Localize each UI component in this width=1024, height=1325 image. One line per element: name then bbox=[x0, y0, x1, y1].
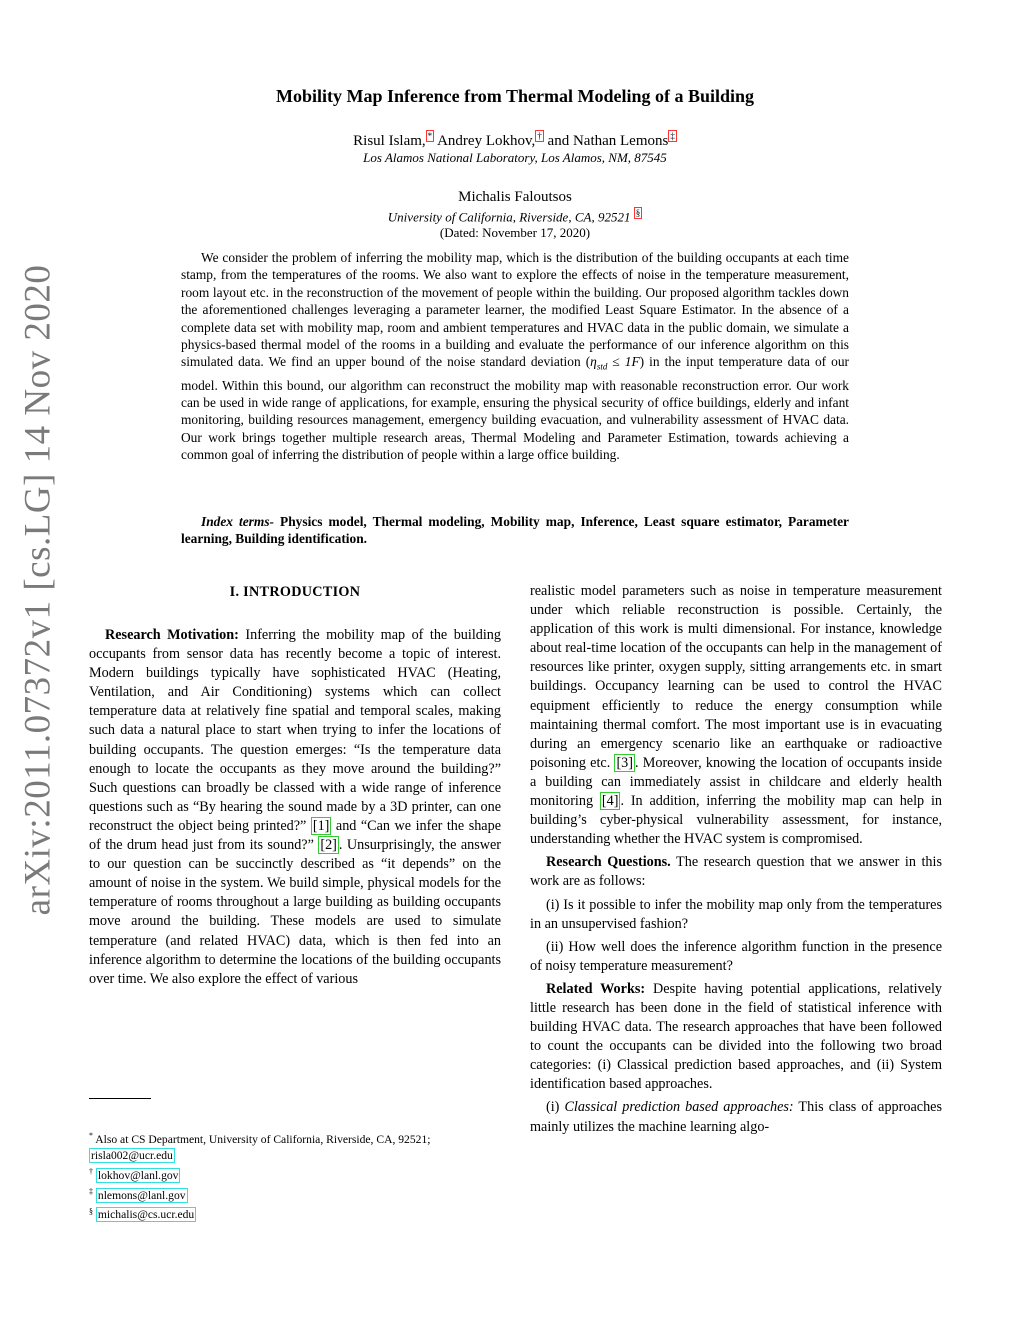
author-line bbox=[140, 130, 890, 150]
abstract-paragraph bbox=[181, 249, 849, 464]
footnote bbox=[89, 1164, 501, 1184]
abstract-text: ) in the input temperature data of our model. Within this bound, our algorithm can reconstruct the mobility map with reasonable reconstruction error. Our work can be used in wide range of applications, for example, ensuring the physical security of office buildings, elderly and infant monitoring, building resources management, emergency building evacuation, and vulnerability assessment of HVAC data. Our work brings together multiple research areas, Thermal Modeling and Parameter Estimation, towards achieving a common goal of inferring the distribution of people within a large office building. bbox=[181, 354, 849, 463]
affiliation-text: University of California, Riverside, CA, 92521 bbox=[387, 209, 631, 225]
index-terms bbox=[181, 513, 849, 548]
email-link[interactable]: lokhov@lanl.gov bbox=[97, 1168, 179, 1182]
affiliation bbox=[140, 207, 890, 225]
author-name: Nathan Lemons bbox=[572, 133, 669, 149]
footnote-rule bbox=[89, 1098, 151, 1099]
footnote bbox=[89, 1184, 501, 1204]
author-name: Andrey Lokhov, bbox=[437, 133, 536, 149]
email-link[interactable]: risla002@ucr.edu bbox=[91, 1148, 173, 1162]
right-column bbox=[530, 582, 942, 1141]
arxiv-sidebar bbox=[8, 0, 68, 1325]
index-terms-text: Physics model, Thermal modeling, Mobility map, Inference, Least square estimator, Parameter learning, Building identification. bbox=[181, 514, 849, 547]
paragraph bbox=[89, 626, 501, 989]
paragraph-text: . Unsurprisingly, the answer to our question can be succinctly described as “it depends” on the amount of noise in the system. We build simple, physical models for the temperature of rooms throughout a large building as building occupants move around the building. These models are used to simulate temperature (and related HVAC) data, which is then fed into an inference algorithm to determine the locations of the building occupants over time. We also explore the effect of various bbox=[89, 837, 502, 987]
citation-link[interactable]: [4] bbox=[601, 793, 619, 810]
paragraph bbox=[530, 853, 942, 891]
citation-link[interactable]: [3] bbox=[616, 754, 633, 771]
abstract-text: We consider the problem of inferring the mobility map, which is the distribution of the building occupants at each time stamp, from the temperatures of the rooms. We also want to explore the effects of noise in the temperature measurement, room layout etc. in the reconstruction of the movement of people within the building. Our proposed algorithm tackles down the aforementioned challenges leveraging a parameter learner, the modified Least Square Estimator. In the absence of a complete data set with mobility map, room and ambient temperatures and HVAC data in the public domain, we simulate a physics-based thermal model of the rooms in a building and evaluate the performance of our inference algorithm on this simulated data. We find an upper bound of the noise standard deviation ( bbox=[181, 250, 849, 370]
paragraph-text: realistic model parameters such as noise in temperature measurement under which reliable reconstruction is possible. Certainly, the application of this work is multi dimensional. For instance, knowledge about real-time location of the occupants can help in the management of resources like printer, oxygen supply, sitting arrangements etc. in smart buildings. Occupancy learning can be used to control the HVAC equipment efficiently to reduce the energy consumption while maintaining thermal comfort. The most important use is in evacuating during an emergency scenario like an earthquake or radioactive poisoning etc. bbox=[530, 583, 942, 771]
paragraph-text: This class of approaches mainly utilizes the machine learning algo- bbox=[530, 1099, 942, 1135]
inequality: ≤ 1F bbox=[607, 354, 640, 370]
footnote-link[interactable]: ‡ bbox=[670, 131, 675, 141]
footnote-mark: * bbox=[89, 1131, 93, 1140]
paragraph-text: . Moreover, knowing the location of occupants inside a building can immediately assist in childcare and elderly health monitoring bbox=[530, 754, 942, 810]
paragraph-label: Research Questions. bbox=[546, 854, 671, 871]
dated-line: (Dated: November 17, 2020) bbox=[439, 225, 591, 240]
paragraph-text: (i) bbox=[546, 1099, 565, 1116]
section-heading: I. INTRODUCTION bbox=[229, 584, 361, 600]
footnote bbox=[89, 1204, 501, 1224]
arxiv-identifier: arXiv:2011.07372v1 [cs.LG] 14 Nov 2020 bbox=[17, 264, 59, 916]
abstract bbox=[181, 249, 849, 464]
paragraph-text: Inferring the mobility map of the building occupants from sensor data has recently become a topic of interest. Modern buildings typically have sophisticated HVAC (Heating, Ventilation, and Air Conditioning) systems which can collect temperature data at relatively fine spatial and temporal scales, making such data a natural place to start when trying to infer the locations of building occupants. The question emerges: “Is the temperature data enough to locate the occupants as they move around the building?” Such questions can broadly be classed with a wide range of inference questions such as “By hearing the sound made by a 3D printer, can one reconstruct the object being printed?” bbox=[89, 627, 501, 834]
paragraph-text: . In addition, inferring the mobility map can help in building’s cyber-physical vulnerability assessment, for instance, understanding whether the HVAC system is compromised. bbox=[530, 793, 942, 848]
email-link[interactable]: nlemons@lanl.gov bbox=[97, 1188, 186, 1202]
paper-title: Mobility Map Inference from Thermal Modeling of a Building bbox=[276, 86, 754, 106]
footnote-link[interactable]: § bbox=[635, 208, 641, 218]
author-name: Risul Islam, bbox=[353, 133, 426, 149]
paragraph-text: The research question that we answer in this work are as follows: bbox=[530, 854, 942, 890]
footnote bbox=[89, 1128, 501, 1164]
footnote-text: Also at CS Department, University of California, Riverside, CA, 92521; bbox=[93, 1132, 431, 1146]
paragraph-label: Related Works: bbox=[546, 980, 646, 997]
footnote-link[interactable]: † bbox=[537, 131, 542, 141]
footnote-mark: § bbox=[89, 1206, 93, 1216]
paragraph bbox=[530, 582, 942, 849]
index-terms-label: Index terms- bbox=[201, 514, 274, 529]
eta-subscript: std bbox=[596, 362, 608, 373]
footnote-mark: † bbox=[89, 1166, 93, 1176]
paragraph-label: Research Motivation: bbox=[105, 627, 239, 643]
author-name: Michalis Faloutsos bbox=[458, 189, 572, 205]
footnotes bbox=[89, 1128, 501, 1223]
citation-link[interactable]: [2] bbox=[320, 837, 337, 854]
paragraph-text: and “Can we infer the shape of the drum head just from its sound?” bbox=[89, 817, 501, 854]
research-question: (i) Is it possible to infer the mobility map only from the temperatures in an unsupervised fashion? bbox=[530, 896, 942, 932]
author-conjunction: and bbox=[547, 133, 570, 149]
paragraph-label: Classical prediction based approaches: bbox=[564, 1099, 794, 1116]
paragraph-text: Despite having potential applications, relatively little research has been done in the field of statistical inference with building HVAC data. The research approaches that have been followed to count the occupants can be divided into the following two broad categories: (i) Classical prediction based approaches, and (ii) System identification based approaches. bbox=[530, 980, 942, 1093]
footnote-link[interactable]: * bbox=[427, 131, 433, 141]
citation-link[interactable]: [1] bbox=[312, 817, 330, 834]
eta-symbol: η bbox=[590, 354, 597, 370]
paragraph bbox=[530, 1098, 942, 1136]
affiliation: Los Alamos National Laboratory, Los Alamos, NM, 87545 bbox=[363, 150, 667, 165]
email-link[interactable]: michalis@cs.ucr.edu bbox=[97, 1208, 195, 1222]
footnote-mark: ‡ bbox=[89, 1186, 93, 1196]
left-column bbox=[89, 626, 501, 993]
research-question: (ii) How well does the inference algorithm function in the presence of noisy temperature measurement? bbox=[530, 938, 942, 974]
paragraph bbox=[530, 980, 942, 1095]
